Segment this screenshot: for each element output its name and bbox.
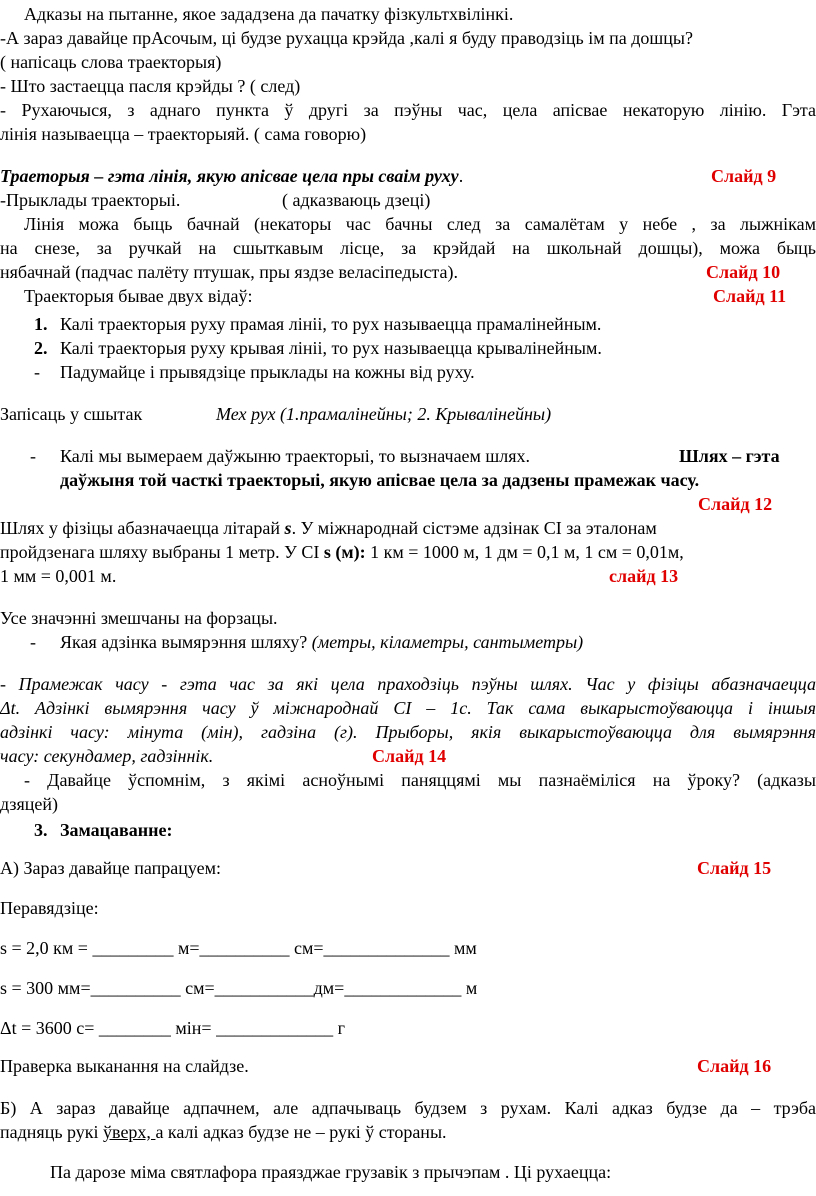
answer-blank[interactable]: _____________ <box>344 978 462 998</box>
unit-label: s (м): <box>323 542 366 562</box>
slide-label: Слайд 16 <box>697 1056 772 1076</box>
slide-label: Слайд 9 <box>711 166 777 186</box>
notebook-line <box>0 402 816 426</box>
text-line <box>0 564 816 588</box>
list-dash: - <box>34 362 40 382</box>
exercise-text: мм <box>449 938 477 958</box>
slide-label: Слайд 11 <box>713 286 787 306</box>
notebook-text: Мех рух (1.прамалінейны; 2. Крывалінейны) <box>216 404 552 424</box>
text-line: - Прамежак часу - гэта час за які цела праходзіць пэўны шлях. Час у фізіцы абазначаецца <box>0 674 816 694</box>
text-line: - Што застаецца пасля крэйды ? ( след) <box>0 76 301 96</box>
text-line: Па дарозе міма святлафора праязджае грузавік з прычэпам . Ці рухаецца: <box>50 1162 612 1182</box>
text-span: . У міжнароднай сістэме адзінак СІ за эталонам <box>291 518 657 538</box>
text-line: на снезе, за ручкай на сшыткавым лісце, за крэйдай на школьнай дошцы), можа быць <box>0 238 816 258</box>
text-span: Праверка выканання на слайдзе. <box>0 1056 249 1076</box>
text-span: Траекторыя бывае двух відаў: <box>24 286 253 306</box>
answer-blank[interactable]: _________ <box>92 938 174 958</box>
text-line <box>0 744 816 768</box>
text-line <box>0 188 816 212</box>
symbol-s: s <box>284 518 292 538</box>
question-text <box>60 630 583 654</box>
exercise-text: s = 300 мм= <box>0 978 91 998</box>
slide-label: слайд 13 <box>609 566 679 586</box>
exercise-text: Δt = 3600 с= <box>0 1018 99 1038</box>
text-line: Δt. Адзінкі вымярэння часу ў міжнароднай СІ – 1с. Так сама выкарыстоўваюцца і іншыя <box>0 698 816 718</box>
list-number: 2. <box>34 338 48 358</box>
text-span: 1 мм = 0,001 м. <box>0 566 117 586</box>
list-number: 1. <box>34 314 48 334</box>
notebook-label: Запісаць у сшытак <box>0 404 143 424</box>
text-line <box>0 260 816 284</box>
definition-line <box>0 164 816 188</box>
slide-label: Слайд 15 <box>697 858 772 878</box>
examples-heading: -Прыклады траекторыі. <box>0 190 181 210</box>
list-dash: - <box>30 446 36 466</box>
text-line: лінія называецца – траекторыяй. ( сама говорю) <box>0 124 367 144</box>
exercise-text: мін= <box>170 1018 217 1038</box>
exercise-row <box>0 1016 816 1040</box>
section-title: Замацаванне: <box>60 820 173 840</box>
definition-period: . <box>458 166 464 186</box>
text-span: а калі адказ будзе не – рукі ў стораны. <box>155 1122 447 1142</box>
text-line: Б) А зараз давайце адпачнем, але адпачываць будзем з рухам. Калі адказ будзе да – трэба <box>0 1098 816 1118</box>
text-line: Перавядзіце: <box>0 898 99 918</box>
text-line <box>0 1120 816 1144</box>
text-span: нябачнай (падчас палёту птушак, пры яздзе веласіпедыста). <box>0 262 458 282</box>
list-text: Падумайце і прывядзіце прыклады на кожны від руху. <box>60 362 475 382</box>
text-span: Якая адзінка вымярэння шляху? <box>60 632 308 652</box>
list-text: Калі траекторыя руху прамая лініі, то рух называецца прамалінейным. <box>60 314 602 334</box>
slide-label: Слайд 14 <box>372 746 447 766</box>
text-span: А) Зараз давайце папрацуем: <box>0 858 222 878</box>
exercise-text: м= <box>173 938 200 958</box>
answer-blank[interactable]: __________ <box>90 978 181 998</box>
answer-blank[interactable]: ______________ <box>323 938 450 958</box>
exercise-text: s = 2,0 км = <box>0 938 93 958</box>
answer-text: (метры, кіламетры, сантыметры) <box>311 632 584 652</box>
text-line: Адказы на пытанне, якое зададзена да пачатку фізкультхвілінкі. <box>24 4 514 24</box>
examples-note: ( адказваюць дзеці) <box>282 190 431 210</box>
text-line <box>0 856 816 880</box>
exercise-text: см= <box>289 938 324 958</box>
text-span: 1 км = 1000 м, 1 дм = 0,1 м, 1 см = 0,01м, <box>370 542 684 562</box>
answer-blank[interactable]: __________ <box>199 938 290 958</box>
list-dash: - <box>30 632 36 652</box>
text-line: - Давайце ўспомнім, з якімі асноўнымі паняццямі мы пазнаёміліся на ўроку? (адказы <box>24 770 816 790</box>
answer-blank[interactable]: _____________ <box>216 1018 334 1038</box>
section-number: 3. <box>34 820 48 840</box>
slide-label: Слайд 10 <box>706 262 781 282</box>
text-line <box>0 516 816 540</box>
text-line: Лінія можа быць бачнай (некаторы час бачны след за самалётам у небе , за лыжнікам <box>24 214 816 234</box>
exercise-row <box>0 976 816 1000</box>
text-line <box>0 540 816 564</box>
text-line <box>0 1054 816 1078</box>
text-span: пройдзенага шляху выбраны 1 метр. У СІ <box>0 542 320 562</box>
slide-label: Слайд 12 <box>698 494 773 514</box>
text-line <box>0 284 816 308</box>
text-span: падняць рукі <box>0 1122 104 1142</box>
list-text: Калі траекторыя руху крывая лініі, то рух называецца крывалінейным. <box>60 338 602 358</box>
exercise-text: см= <box>180 978 215 998</box>
text-line: адзінкі часу: мінута (мін), гадзіна (г). Прыборы, якія выкарыстоўваюцца для вымярэння <box>0 722 816 742</box>
text-line: -А зараз давайце прАсочым, ці будзе рухацца крэйда ,калі я буду праводзіць ім па дошцы? <box>0 28 693 48</box>
underlined-text: ўверх, <box>103 1122 156 1142</box>
path-definition: даўжыня той часткі траекторыі, якую апісвае цела за дадзены прамежак часу. <box>60 470 700 490</box>
text-line: Усе значэнні змешчаны на форзацы. <box>0 608 278 628</box>
exercise-text: м <box>461 978 478 998</box>
path-text: Калі мы вымераем даўжыню траекторыі, то вызначаем шлях. <box>60 446 531 466</box>
answer-blank[interactable]: ________ <box>98 1018 171 1038</box>
text-line: ( напісаць слова траекторыя) <box>0 52 222 72</box>
text-line: - Рухаючыся, з аднаго пункта ў другі за пэўны час, цела апісвае некаторую лінію. Гэта <box>0 100 816 120</box>
exercise-text: г <box>333 1018 345 1038</box>
definition-text: Траеторыя – гэта лінія, якую апісвае цела пры сваім руху <box>0 166 459 186</box>
exercise-text: дм= <box>313 978 345 998</box>
exercise-row <box>0 936 816 960</box>
answer-blank[interactable]: ___________ <box>214 978 314 998</box>
text-line: дзяцей) <box>0 794 59 814</box>
path-bold: Шлях – гэта <box>679 446 780 466</box>
text-span: часу: секундамер, гадзіннік. <box>0 746 214 766</box>
text-span: Шлях у фізіцы абазначаецца літарай <box>0 518 281 538</box>
